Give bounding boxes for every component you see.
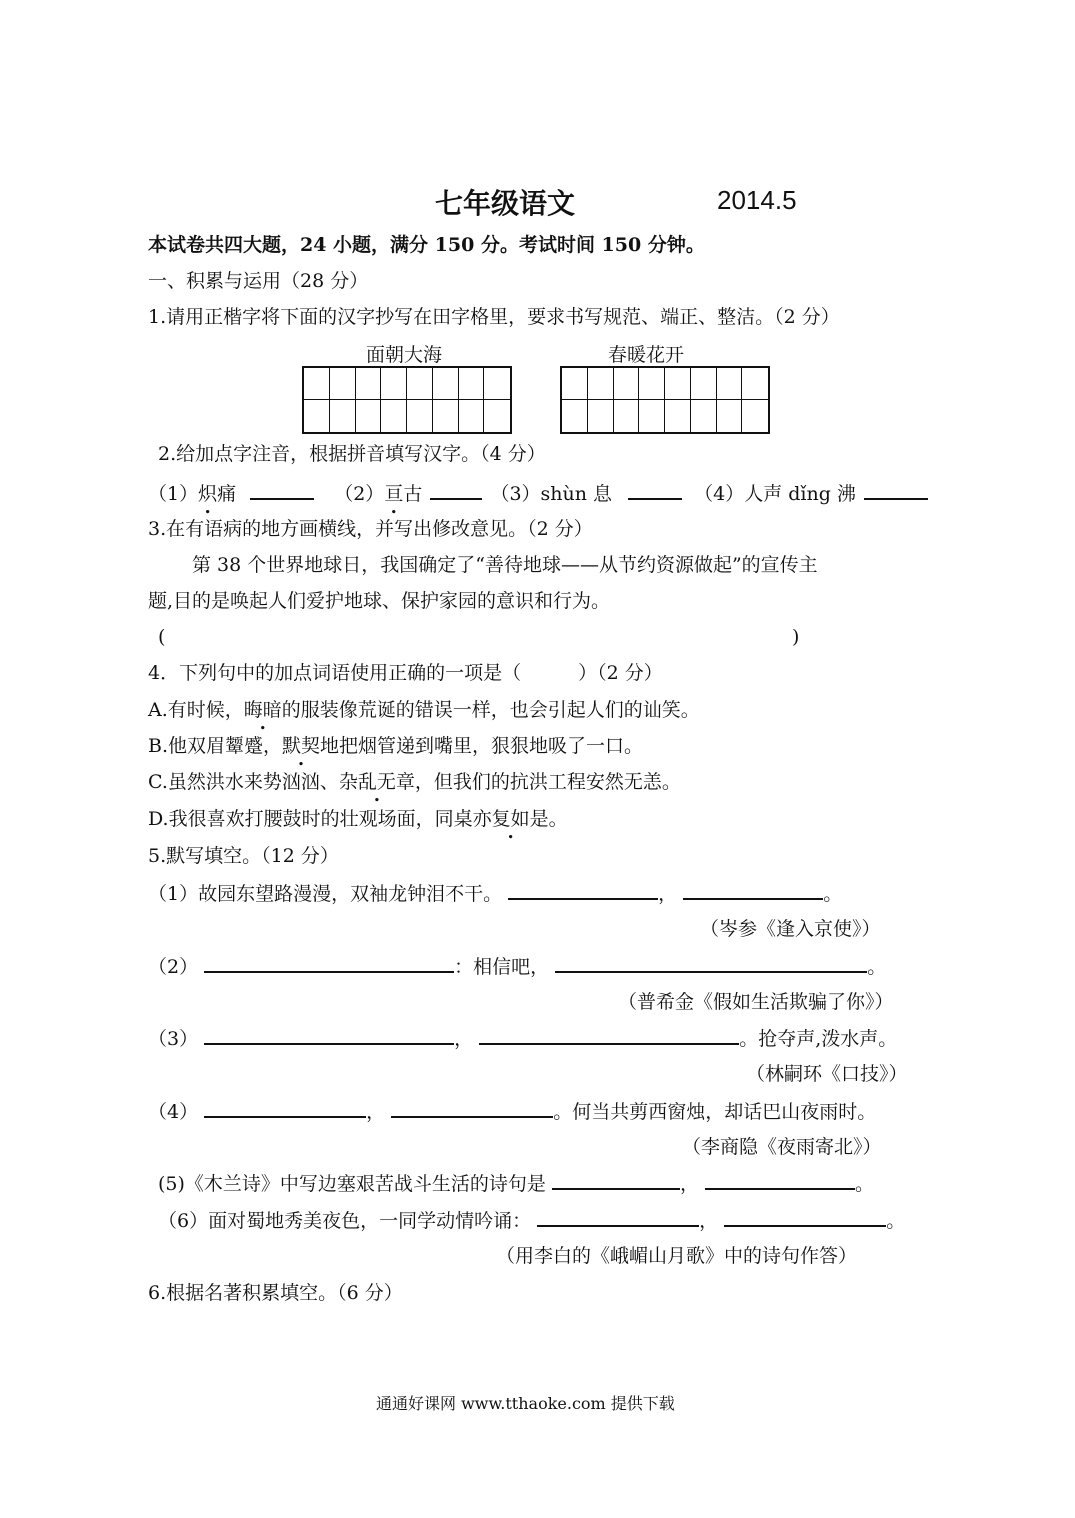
question-5-item-2: （2） ：相信吧， 。 [148, 953, 886, 980]
question-4: 4．下列句中的加点词语使用正确的一项是（ ）（2 分） [148, 662, 663, 684]
option-a[interactable]: A.有时候，晦暗的服装像荒诞的错误一样，也会引起人们的讪笑。 [148, 699, 700, 721]
question-2: 2.给加点字注音，根据拼音填写汉字。（4 分） [158, 443, 546, 465]
answer-blank[interactable] [864, 480, 928, 500]
source-2: （普希金《假如生活欺骗了你》） [618, 991, 894, 1013]
answer-blank[interactable] [552, 1170, 680, 1190]
answer-blank[interactable] [555, 953, 867, 973]
answer-blank[interactable] [537, 1207, 699, 1227]
dotted-char: 亘 [384, 483, 404, 505]
question-1: 1.请用正楷字将下面的汉字抄写在田字格里，要求书写规范、端正、整洁。（2 分） [148, 306, 840, 328]
source-6: （用李白的《峨嵋山月歌》中的诗句作答） [496, 1245, 858, 1267]
writing-grid-2[interactable] [560, 366, 770, 434]
answer-blank[interactable] [508, 880, 658, 900]
answer-open-paren: ( [158, 626, 166, 648]
question-5-item-1: （1）故园东望路漫漫，双袖龙钟泪不干。 ， 。 [148, 880, 842, 907]
source-1: （岑参《逢入京使》） [700, 918, 881, 940]
page-title: 七年级语文 [435, 187, 576, 220]
option-b[interactable]: B.他双眉颦蹙，默契地把烟管递到嘴里，狠狠地吸了一口。 [148, 735, 644, 757]
dotted-char: 炽 [198, 483, 218, 505]
copy-word-1: 面朝大海 [366, 344, 443, 366]
question-2-items: （1）炽痛 （2）亘古 （3）shùn 息 （4）人声 dǐng 沸 [148, 480, 928, 507]
question-5-item-4: （4） ， 。何当共剪西窗烛，却话巴山夜雨时。 [148, 1098, 876, 1125]
answer-blank[interactable] [705, 1170, 855, 1190]
answer-blank[interactable] [479, 1025, 739, 1045]
answer-blank[interactable] [628, 480, 682, 500]
question-6: 6.根据名著积累填空。（6 分） [148, 1282, 403, 1304]
exam-date: 2014.5 [717, 185, 797, 215]
answer-blank[interactable] [250, 480, 314, 500]
question-5-item-5: (5)《木兰诗》中写边塞艰苦战斗生活的诗句是 ， 。 [158, 1170, 874, 1197]
page-footer: 通通好课网 www.tthaoke.com 提供下载 [376, 1394, 675, 1413]
answer-blank[interactable] [430, 480, 482, 500]
source-4: （李商隐《夜雨寄北》） [682, 1136, 882, 1158]
question-5-item-3: （3） ， 。抢夺声,泼水声。 [148, 1025, 897, 1052]
answer-blank[interactable] [204, 1025, 454, 1045]
question-5-item-6: （6）面对蜀地秀美夜色，一同学动情吟诵： ， 。 [158, 1207, 905, 1234]
section-heading: 一、积累与运用（28 分） [148, 270, 369, 292]
question-3-paragraph: 第 38 个世界地球日，我国确定了“善待地球——从节约资源做起”的宣传主 [192, 554, 818, 576]
question-3: 3.在有语病的地方画横线，并写出修改意见。（2 分） [148, 518, 593, 540]
answer-blank[interactable] [724, 1207, 886, 1227]
answer-blank[interactable] [204, 953, 454, 973]
question-3-paragraph-cont: 题,目的是唤起人们爱护地球、保护家园的意识和行为。 [148, 590, 611, 612]
source-3: （林嗣环《口技》） [746, 1063, 908, 1085]
copy-word-2: 春暖花开 [608, 344, 685, 366]
answer-blank[interactable] [683, 880, 823, 900]
exam-intro: 本试卷共四大题，24 小题，满分 150 分。考试时间 150 分钟。 [148, 234, 705, 256]
writing-grid-1[interactable] [302, 366, 512, 434]
option-c[interactable]: C.虽然洪水来势汹汹、杂乱无章，但我们的抗洪工程安然无恙。 [148, 771, 681, 793]
option-d[interactable]: D.我很喜欢打腰鼓时的壮观场面，同桌亦复如是。 [148, 808, 568, 830]
answer-blank[interactable] [204, 1098, 366, 1118]
answer-close-paren: ) [792, 626, 800, 648]
question-5: 5.默写填空。（12 分） [148, 845, 339, 867]
answer-blank[interactable] [391, 1098, 553, 1118]
